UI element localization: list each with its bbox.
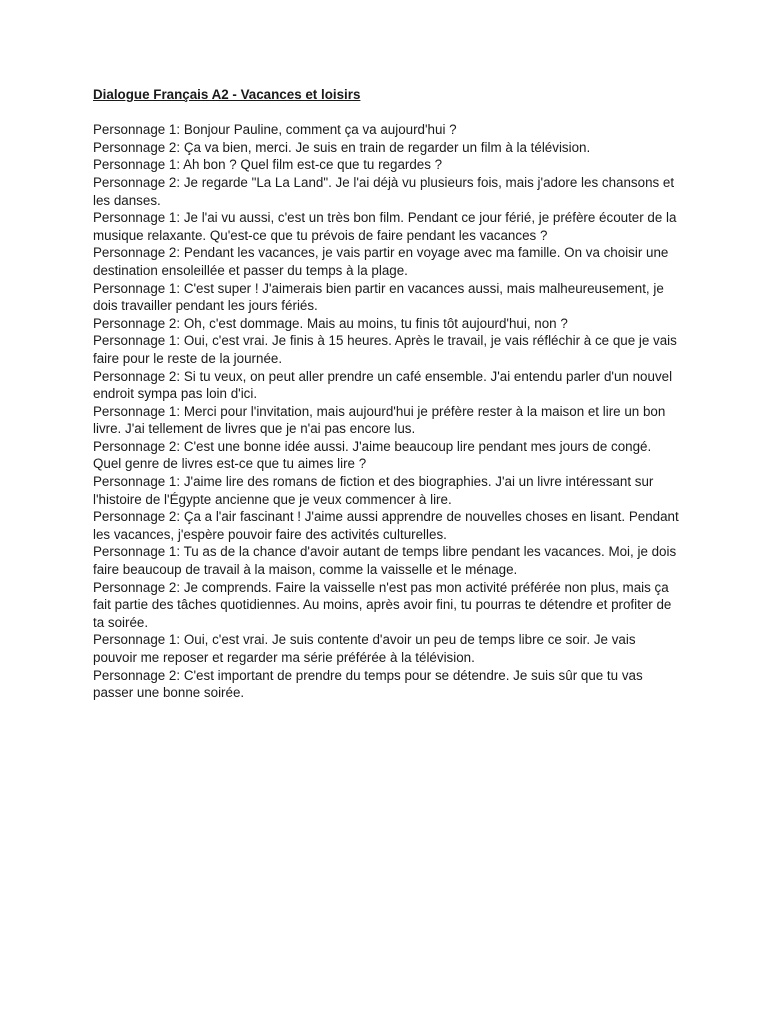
- dialogue-line: Personnage 1: J'aime lire des romans de fiction et des biographies. J'ai un livre intéressant sur l'histoire de l'Égypte ancienne que je veux commencer à lire.: [93, 474, 654, 507]
- dialogue-line: Personnage 1: C'est super ! J'aimerais bien partir en vacances aussi, mais malheureusement, je dois travailler pendant les jours fériés.: [93, 280, 664, 314]
- dialogue-line: Personnage 2: Je regarde "La La Land". Je l'ai déjà vu plusieurs fois, mais j'adore les chansons et les danses.: [93, 174, 675, 208]
- dialogue-line: Personnage 2: Pendant les vacances, je vais partir en voyage avec ma famille. On va choisir une destination ensoleillée et passer du temps à la plage.: [93, 245, 669, 278]
- dialogue-line: Personnage 2: C'est une bonne idée aussi. J'aime beaucoup lire pendant mes jours de congé. Quel genre de livres est-ce que tu aimes lire ?: [93, 438, 652, 472]
- dialogue-line: Personnage 2: Oh, c'est dommage. Mais au moins, tu finis tôt aujourd'hui, non ?: [93, 315, 568, 331]
- dialogue-line: Personnage 2: Ça a l'air fascinant ! J'aime aussi apprendre de nouvelles choses en lisant. Pendant les vacances, j'espère pouvoir faire des activités culturelles.: [93, 509, 679, 542]
- dialogue-line: Personnage 1: Je l'ai vu aussi, c'est un très bon film. Pendant ce jour férié, je préfère écouter de la musique relaxante. Qu'est-ce que tu prévois de faire pendant les vacances ?: [93, 210, 677, 243]
- dialogue-line: Personnage 1: Oui, c'est vrai. Je finis à 15 heures. Après le travail, je vais réfléchir à ce que je vais faire pour le reste de la journée.: [93, 333, 677, 366]
- dialogue-line: Personnage 1: Ah bon ? Quel film est-ce que tu regardes ?: [93, 157, 443, 173]
- dialogue-line: Personnage 2: C'est important de prendre du temps pour se détendre. Je suis sûr que tu vas passer une bonne soirée.: [93, 667, 643, 701]
- dialogue-line: Personnage 1: Tu as de la chance d'avoir autant de temps libre pendant les vacances. Moi, je dois faire beaucoup de travail à la maison, comme la vaisselle et le ménage.: [93, 544, 677, 578]
- dialogue-line: Personnage 1: Oui, c'est vrai. Je suis contente d'avoir un peu de temps libre ce soir. Je vais pouvoir me reposer et regarder ma série préférée à la télévision.: [93, 632, 636, 665]
- dialogue-line: Personnage 2: Ça va bien, merci. Je suis en train de regarder un film à la télévision.: [93, 139, 591, 155]
- dialogue-line: Personnage 1: Bonjour Pauline, comment ça va aujourd'hui ?: [93, 122, 457, 138]
- dialogue-line: Personnage 2: Je comprends. Faire la vaisselle n'est pas mon activité préférée non plus, mais ça fait partie des tâches quotidiennes. Au moins, après avoir fini, tu pourras te détendre et profiter de ta soirée.: [93, 579, 672, 630]
- document-title: Dialogue Français A2 - Vacances et loisirs: [93, 87, 361, 102]
- dialogue-line: Personnage 1: Merci pour l'invitation, mais aujourd'hui je préfère rester à la maison et lire un bon livre. J'ai tellement de livres que je n'ai pas encore lus.: [93, 403, 666, 437]
- dialogue-line: Personnage 2: Si tu veux, on peut aller prendre un café ensemble. J'ai entendu parler d'un nouvel endroit sympa pas loin d'ici.: [93, 368, 673, 402]
- dialogue-body: [93, 121, 683, 702]
- document-page: [93, 86, 683, 702]
